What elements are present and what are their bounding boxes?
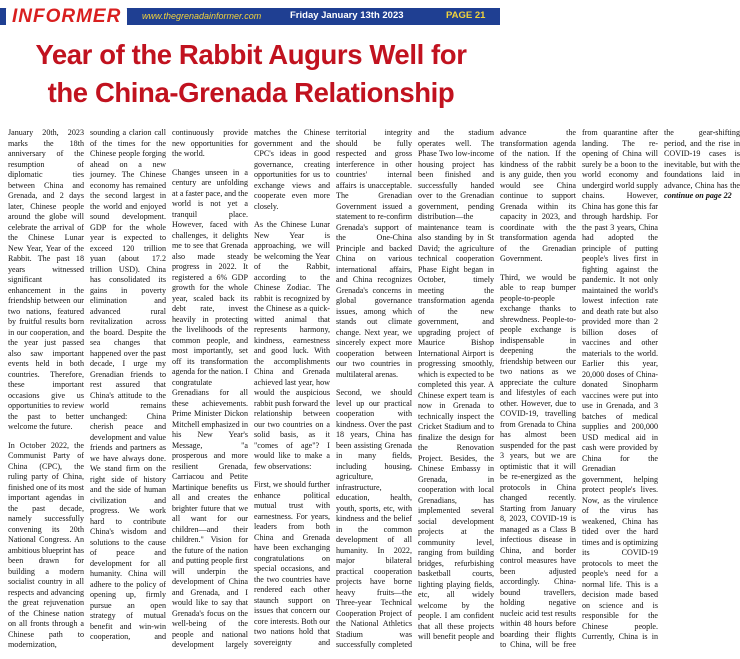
paragraph: January 20th, 2023 marks the 18th anniversary of the resumption of diplomatic ties between China and Grenada, and 2 days later, Chinese people around the globe will celebrate the arrival of the Chinese Lunar New Year, Year of the Rabbit. The past 18 years witnessed significant enhancement in the friendship between our two nations, featured by fruitful results born in our cooperation, and the year just passed also saw important events held in both countries. Therefore, these important occasions give us opportunities to review the past to better welcome the future. <box>8 128 84 431</box>
paragraph-text: Third, we would be able to reap bumper people-to-people exchange thanks to shrewdness. People-to-people exchange is indispensable in deepening the friendship between our two nations as we appreciate the culture and lifestyles of each other. However, due to COVID-19, travelling from Grenada to China has almost been suspended for the past 3 years, but we are optimistic that it will be re-energized as the protocols in China changed recently. Starting from January 8, 2023, COVID-19 is managed as a Class B infectious disease in China, and border control measures have been adjusted accordingly. China-bound travellers, holding negative nucleic acid test results within 48 hours before boarding their flights to China, will be free from quarantine after landing. The re-opening of China will surely be a boon to the world economy and undergird world supply chains. However, China has gone this far through hardship. For the past 3 years, China had adopted the principle of putting people's lives first in fighting against the pandemic. It not only maintained the world's lowest infection rate and death rate but also provided more than 2 billion doses of vaccines and other materials to the world. Earlier this year, 20,000 doses of China-donated Sinopharm vaccines were put into use in Grenada, and 3 batches of medical supplies and 200,000 USD medical aid in cash were provided by China for the Grenadian government, helping protect people's lives. Now, as the virulence of the virus has weakened, China has tided over the hard times and is optimizing its COVID-19 protocols to meet the people's need for a normal life. This is a decision made based on science and is responsible for the Chinese people. Currently, China is in the gear-shifting period, and the rise in COVID-19 cases is inevitable, but with the foundations laid in advance, China has the <box>500 128 740 649</box>
paragraph: Changes unseen in a century are unfolding at a faster pace, and the world is not yet a tranquil place. However, faced with challenges, it delights me to see that Grenada also made steady progress in 2022. It registered a 6% GDP growth for the whole year, scaled back its debt rate, invest heavily in protecting the livelihoods of the common people, and most importantly, set off its transformation agenda for the nation. I congratulate Grenadians for all these achievements. Prime Minister Dickon Mitchell emphasized in his New Year's Message, "a prosperous and more resilient Grenada, Carriacou and Petite Martinique benefits us all and creates the brighter future that we all want for our children—and their children." Vision for the future of the nation and putting people first will underpin the development of China and Grenada, and I would like to say that Grenada's focus on the well-being of the people and national development largely matches the Chinese government and the CPC's ideas in good governance, creating opportunities for us to exchange views and cooperate even more closely. <box>172 128 330 649</box>
article-headline <box>6 36 496 112</box>
paragraph: As the Chinese Lunar New Year is approaching, we will be welcoming the Year of the Rabbit, according to the Chinese Zodiac. The rabbit is recognized by the Chinese as a quick-witted animal that represents harmony, kindness, earnestness and good luck. With the accomplishments China and Grenada achieved last year, how would the auspicious rabbit push forward the relationship between our two countries on a solid basis, as it "comes of age"? I would like to make a few observations: <box>254 220 330 471</box>
headline-line-2: the China-Grenada Relationship <box>47 77 455 108</box>
issue-date: Friday January 13th 2023 <box>290 10 404 21</box>
website-url[interactable]: www.thegrenadainformer.com <box>142 11 262 21</box>
continue-link[interactable]: continue on page 22 <box>664 191 732 200</box>
article-body <box>8 128 740 652</box>
paragraph: Second, we should level up our practical cooperation with kindness. Over the past 18 years, China has been assisting Grenada in many fields, including housing, agriculture, infrastructure, education, health, youth, sports, etc, with kindness and the belief in the common development of all humanity. In 2022, major bilateral practical cooperation projects have borne heavy fruits—the Three-year Technical Cooperation Project of the National Athletics Stadium was successfully completed and the stadium operates well. The Phase Two low-income housing project has been finished and successfully handed over to the Grenadian government, pending distribution—the maintenance team is also standing by in St David; the agriculture technical cooperation Phase Eight began in October, timely meeting the transformation agenda of the new government, and upgrading project of Maurice Bishop International Airport is progressing smoothly, which is expected to be completed this year. A Chinese expert team is now in Grenada to technically inspect the Cricket Stadium and to finalize the design for the Renovation Project. Besides, the Chinese Embassy in Grenada, in cooperation with local Grenadians, has implemented several social development projects at the community level, ranging from building bridges, refurbishing basketball courts, lighting playing fields, etc, all widely welcome by the people. I am confident that all these projects will benefit people and advance the transformation agenda of the nation. If the kindness of the rabbit is any guide, then you would see China continue to support Grenada within its capacity in 2023, and coordinate with the transformation agenda of the Grenadian Government. <box>336 128 576 649</box>
paragraph: First, we should further enhance political mutual trust with earnestness. For years, leaders from both China and Grenada have been exchanging congratulations on special occasions, and the two countries have rendered each other staunch support on issues that concern our core interests. Both our two nations hold that sovereignty and territorial integrity should be fully respected and gross interference in other countries' internal affairs is unacceptable. The Grenadian Government issued a statement to re-confirm Grenada's support of the One-China Principle and backed China on various international affairs, and China recognizes Grenada's concerns in global governance issues, among which stands out climate change. Next year, we sincerely expect more cooperation between our two countries in multilateral arenas. <box>254 128 412 647</box>
paragraph: In October 2022, the Communist Party of China (CPC), the ruling party of China, finished one of its most important agendas in the past decade, namely successfully convening its 20th National Congress. An ambitious blueprint has been drawn for building a modern socialist country in all respects and advancing the great rejuvenation of the Chinese nation on all fronts through a Chinese path to modernization, sounding a clarion call of the times for the Chinese people forging ahead on a new journey. The Chinese economy has remained the second largest in the world and enjoyed sound development. GDP for the whole year is expected to exceed 120 trillion yuan (about 17.2 trillion USD). China has consolidated its gains in poverty elimination and advanced rural revitalization across the board. Despite the sea changes that happened over the past decade, I urge my Grenadian friends to rest assured that China's attitude to the world remains unchanged: China cherish peace and development and value friends and partners as we have always done. We stand firm on the right side of history and the side of human civilization and progress. We work hard to contribute China's wisdom and solutions to the cause of peace and development for all humanity. China will adhere to the policy of opening up, firmly pursue an open strategy of mutual benefit and win-win cooperation, and continuously provide new opportunities for the world. <box>8 128 248 649</box>
page-number: PAGE 21 <box>446 10 486 21</box>
headline-line-1: Year of the Rabbit Augurs Well for <box>35 39 467 70</box>
masthead-logo: INFORMER <box>6 6 127 28</box>
